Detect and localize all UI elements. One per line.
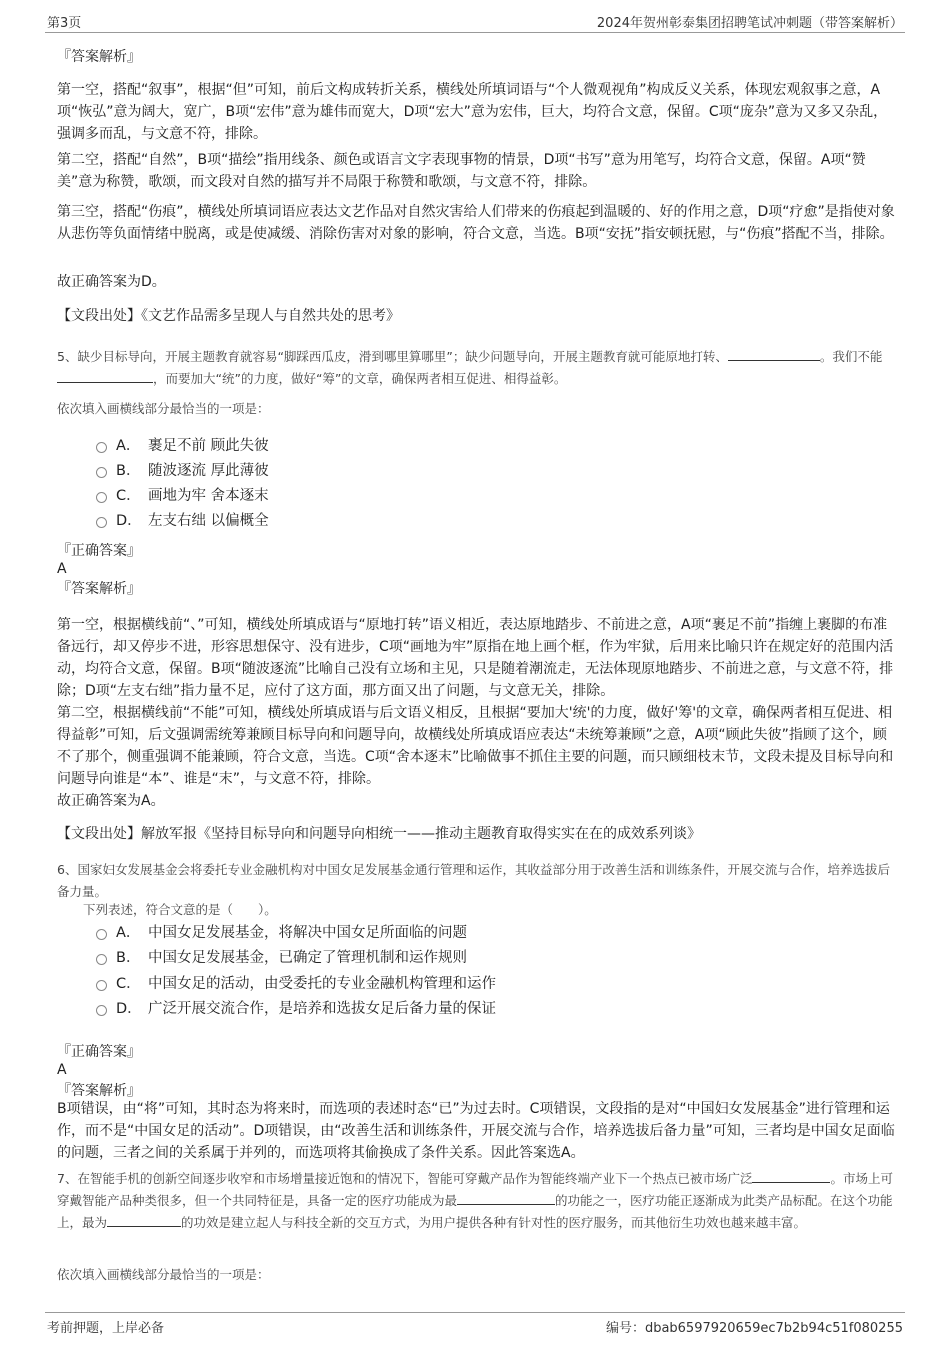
q5-conclusion: 故正确答案为A。 [57, 793, 165, 809]
q6-stem: 6、国家妇女发展基金会将委托专业金融机构对中国女足发展基金通行管理和运作，其收益部分用于改善生活和训练条件，开展交流与合作，培养选拔后备力量。 [57, 862, 890, 899]
q5-option-d[interactable]: D． 左支右绌 以偏概全 [96, 511, 269, 531]
q5-answer-label: 『正确答案』 [57, 543, 141, 559]
q5-option-a[interactable]: A． 裹足不前 顾此失彼 [96, 436, 269, 456]
q5-option-b[interactable]: B． 随波逐流 厚此薄彼 [96, 461, 269, 481]
page-footer [45, 1312, 905, 1337]
q5-prompt: 依次填入画横线部分最恰当的一项是： [57, 401, 270, 416]
q4-source: 【文段出处】《文艺作品需多呈现人与自然共处的思考》 [57, 308, 400, 324]
radio-icon[interactable] [96, 492, 107, 503]
q4-analysis-label: 『答案解析』 [57, 49, 141, 65]
q5-option-c[interactable]: C． 画地为牢 舍本逐末 [96, 486, 269, 506]
q6-analysis: B项错误，由“将”可知，其时态为将来时，而选项的表述时态“已”为过去时。C项错误，文段指的是对“中国妇女发展基金”进行管理和运作，而不是“中国女足的活动”。D项错误，由“改善生活和训练条件，开展交流与合作，培养选拔后备力量”可知，三者均是中国女足面临的问题，三者之间的关系属于并列的，而选项将其偷换成了条件关系。因此答案选A。 [57, 1101, 895, 1161]
q4-analysis-para1: 第一空，搭配“叙事”，根据“但”可知，前后文构成转折关系，横线处所填词语与“个人微观视角”构成反义关系，体现宏观叙事之意，A项“恢弘”意为阔大，宽广，B项“宏伟”意为雄伟而宽大，D项“宏大”意为宏伟，巨大，均符合文意，保留。C项“庞杂”意为又多又杂乱，强调多而乱，与文意不符，排除。 [57, 82, 888, 142]
q4-conclusion: 故正确答案为D。 [57, 274, 166, 290]
q5-blank-1 [728, 346, 820, 361]
q7-blank-1 [752, 1168, 830, 1183]
radio-icon[interactable] [96, 1005, 107, 1016]
q5-analysis-para1: 第一空，根据横线前“、”可知，横线处所填成语与“原地打转”语义相近，表达原地踏步、不前进之意，A项“裹足不前”指缠上裹脚的布准备远行，却又停步不进，形容思想保守、没有进步，C项“画地为牢”原指在地上画个框，作为牢狱，后用来比喻只许在规定好的范围内活动，均符合文意，保留。B项“随波逐流”比喻自己没有立场和主见，只是随着潮流走，无法体现原地踏步、不前进之意，与文意不符，排除；D项“左支右绌”指力量不足，应付了这方面，那方面又出了问题，与文意无关，排除。 [57, 617, 894, 699]
q6-answer: A [57, 1062, 67, 1078]
q5-analysis-para2: 第二空，根据横线前“不能”可知，横线处所填成语与后文语义相反，且根据“要加大'统'的力度，做好'筹'的文章，确保两者相互促进、相得益彰”可知，后文强调需统筹兼顾目标导向和问题导向，故横线处所填成语应表达“未统筹兼顾”之意，A项“顾此失彼”指顾了这个，顾不了那个，侧重强调不能兼顾，符合文意，当选。C项“舍本逐末”比喻做事不抓住主要的问题，而只顾细枝末节，文段未提及目标导向和问题导向谁是“本”、谁是“末”，与文意不符，排除。 [57, 705, 894, 787]
radio-icon[interactable] [96, 442, 107, 453]
q5-answer: A [57, 561, 67, 577]
q6-option-a[interactable]: A． 中国女足发展基金，将解决中国女足所面临的问题 [96, 923, 467, 943]
page-header [45, 10, 905, 33]
document-id: 编号：dbab6597920659ec7b2b94c51f080255 [605, 1321, 903, 1336]
radio-icon[interactable] [96, 929, 107, 940]
q6-analysis-label: 『答案解析』 [57, 1083, 141, 1099]
q7-stem: 7、在智能手机的创新空间逐步收窄和市场增量接近饱和的情况下，智能可穿戴产品作为智能终端产业下一个热点已被市场广泛 。市场上可穿戴智能产品种类很多，但一个共同特征是，具备一定的医疗功能成为最 的功能之一，医疗功能正逐渐成为此类产品标配。在这个功能上，最为 的功效是建立起人与科技全新的交互方式，为用户提供各种有针对性的医疗服务，而其他衍生功效也越来越丰富。 [57, 1168, 897, 1234]
radio-icon[interactable] [96, 517, 107, 528]
radio-icon[interactable] [96, 954, 107, 965]
q4-analysis-para2: 第二空，搭配“自然”，B项“描绘”指用线条、颜色或语言文字表现事物的情景，D项“书写”意为用笔写，均符合文意，保留。A项“赞美”意为称赞，歌颂，而文段对自然的描写并不局限于称赞和歌颂，与文意不符，排除。 [57, 152, 866, 190]
q7-blank-2 [457, 1190, 555, 1205]
q6-option-c[interactable]: C． 中国女足的活动，由受委托的专业金融机构管理和运作 [96, 974, 496, 994]
q6-prompt: 下列表述，符合文意的是（ ）。 [83, 902, 277, 917]
document-title: 2024年贺州彰泰集团招聘笔试冲刺题（带答案解析） [596, 16, 903, 31]
q7-blank-3 [107, 1212, 181, 1227]
q5-source: 【文段出处】解放军报《坚持目标导向和问题导向相统一——推动主题教育取得实实在在的成效系列谈》 [57, 826, 701, 842]
q5-blank-2 [57, 368, 153, 383]
radio-icon[interactable] [96, 980, 107, 991]
footer-slogan: 考前押题，上岸必备 [47, 1321, 165, 1336]
radio-icon[interactable] [96, 467, 107, 478]
q7-prompt: 依次填入画横线部分最恰当的一项是： [57, 1267, 270, 1282]
q5-stem: 5、缺少目标导向，开展主题教育就容易“脚踩西瓜皮，滑到哪里算哪里”；缺少问题导向，开展主题教育就可能原地打转、 。我们不能，而要加大“统”的力度，做好“筹”的文章，确保两者相互促进、相得益彰。 [57, 346, 897, 390]
q5-analysis-label: 『答案解析』 [57, 581, 141, 597]
page-number: 第3页 [47, 16, 82, 31]
q4-analysis-para3: 第三空，搭配“伤痕”，横线处所填词语应表达文艺作品对自然灾害给人们带来的伤痕起到温暖的、好的作用之意，D项“疗愈”是指使对象从悲伤等负面情绪中脱离，或是使减缓、消除伤害对对象的影响，符合文意，当选。B项“安抚”指安顿抚慰，与“伤痕”搭配不当，排除。 [57, 204, 895, 242]
q6-option-b[interactable]: B． 中国女足发展基金，已确定了管理机制和运作规则 [96, 948, 467, 968]
q6-option-d[interactable]: D． 广泛开展交流合作，是培养和选拔女足后备力量的保证 [96, 999, 496, 1019]
q6-answer-label: 『正确答案』 [57, 1044, 141, 1060]
